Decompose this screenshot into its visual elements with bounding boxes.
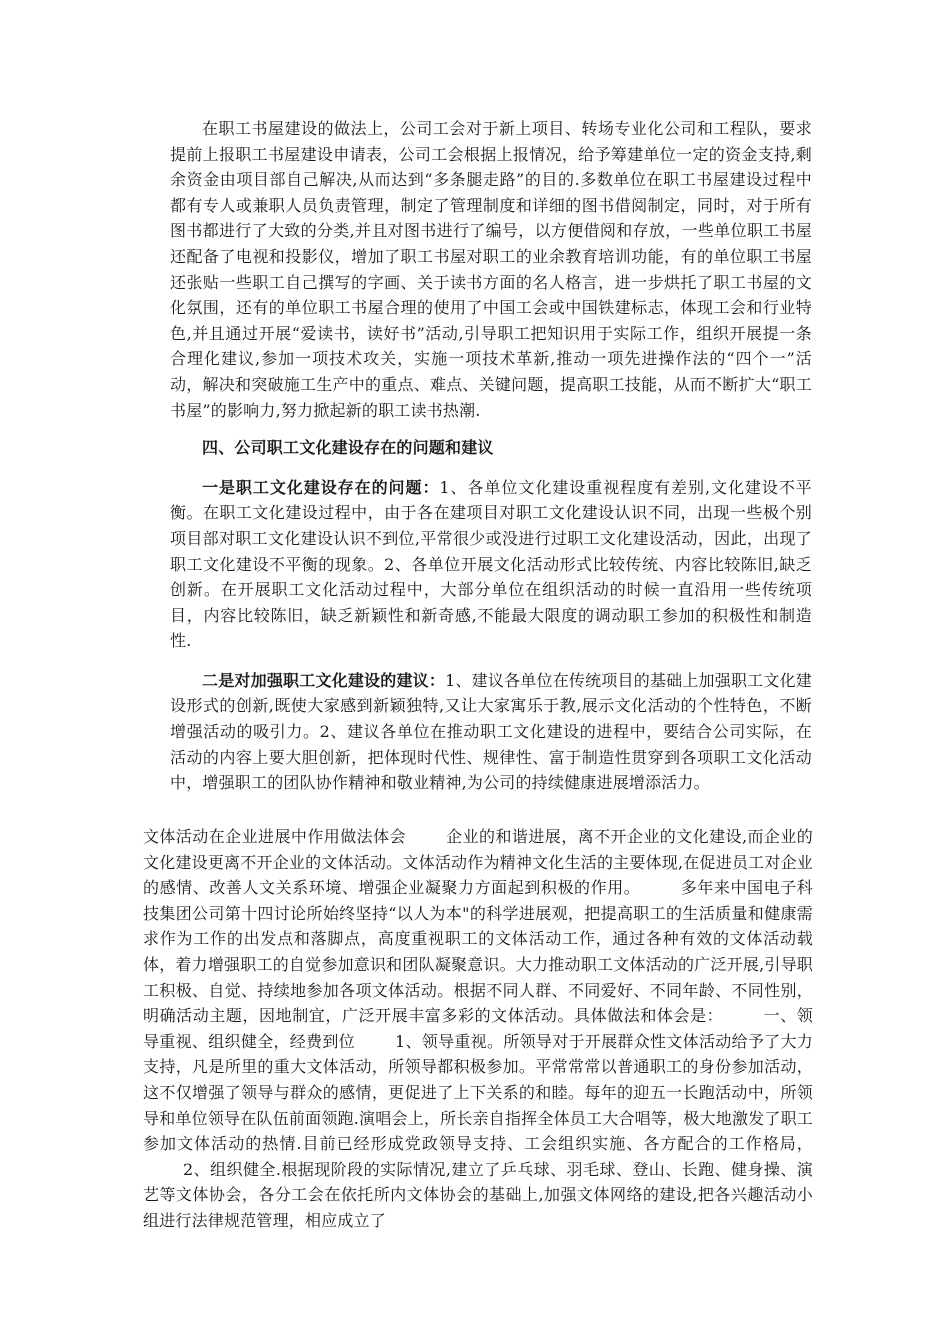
suggestions-lead: 二是对加强职工文化建设的建议： <box>202 670 446 690</box>
problems-body: 1、各单位文化建设重视程度有差别,文化建设不平衡。在职工文化建设过程中，由于各在建项目对职工文化建设认识不同，出现一些极个别项目部对职工文化建设认识不到位,平常很少或没进行过职工文化建设活动，因此，出现了职工文化建设不平衡的现象。2、各单位开展文化活动形式比较传统、内容比较陈旧,缺乏创新。在开展职工文化活动过程中，大部分单位在组织活动的时候一直沿用一些传统项目，内容比较陈旧，缺乏新颖性和新奇感,不能最大限度的调动职工参加的积极性和制造性. <box>170 477 812 651</box>
workers-bookhouse-paragraph: 在职工书屋建设的做法上，公司工会对于新上项目、转场专业化公司和工程队，要求提前上报职工书屋建设申请表，公司工会根据上报情况，给予筹建单位一定的资金支持,剩余资金由项目部自己解决,从而达到“多条腿走路”的目的.多数单位在职工书屋建设过程中都有专人或兼职人员负责管理，制定了管理制度和详细的图书借阅制定，同时，对于所有图书都进行了大致的分类,并且对图书进行了编号，以方便借阅和存放，一些单位职工书屋还配备了电视和投影仪，增加了职工书屋对职工的业余教育培训功能，有的单位职工书屋还张贴一些职工自己撰写的字画、关于读书方面的名人格言，进一步烘托了职工书屋的文化氛围，还有的单位职工书屋合理的使用了中国工会或中国铁建标志，体现工会和行业特色,并且通过开展“爱读书，读好书”活动,引导职工把知识用于实际工作，组织开展提一条合理化建议,参加一项技术攻关，实施一项技术革新,推动一项先进操作法的“四个一”活动，解决和突破施工生产中的重点、难点、关键问题，提高职工技能，从而不断扩大“职工书屋”的影响力,努力掀起新的职工读书热潮. <box>170 119 812 420</box>
point-1-2: 2、组织健全.根据现阶段的实际情况,建立了乒乓球、羽毛球、登山、长跑、健身操、演艺等文体协会，各分工会在依托所内文体协会的基础上,加强文体网络的建设,把各兴趣活动小组进行法律规范管理，相应成立了 <box>143 1159 813 1230</box>
years-text: 多年来中国电子科技集团公司第十四讨论所始终坚持“以人为本"的科学进展观，把提高职工的生活质量和健康需求作为工作的出发点和落脚点，高度重视职工的文体活动工作，通过各种有效的文体活动载体，着力增强职工的自觉参加意识和团队凝聚意识。大力推动职工文体活动的广泛开展,引导职工积极、自觉、持续地参加各项文体活动。根据不同人群、不同爱好、不同年龄、不同性别，明确活动主题，因地制宜，广泛开展丰富多彩的文体活动。具体做法和体会是： <box>143 878 813 1026</box>
suggestions-paragraph <box>170 668 812 796</box>
point-1: 一、领导重视、组织健全，经费到位 <box>143 1006 813 1051</box>
sports-activities-paragraph <box>143 824 813 1234</box>
problems-paragraph <box>170 475 812 654</box>
article-title: 文体活动在企业进展中作用做法体会 <box>143 827 406 846</box>
sports-activities-section <box>143 824 813 1234</box>
problems-lead: 一是职工文化建设存在的问题： <box>202 477 440 497</box>
workers-culture-section <box>170 116 812 796</box>
section-heading: 四、公司职工文化建设存在的问题和建议 <box>202 438 494 458</box>
point-1-1: 1、领导重视。所领导对于开展群众性文体活动给予了大力支持，凡是所里的重大文体活动，所领导都积极参加。平常常常以普通职工的身份参加活动，这不仅增强了领导与群众的感情，更促进了上下关系的和睦。每年的迎五一长跑活动中，所领导和单位领导在队伍前面领跑.演唱会上，所长亲自指挥全体员工大合唱等，极大地激发了职工参加文体活动的热情.目前已经形成党政领导支持、工会组织实施、各方配合的工作格局， <box>143 1031 813 1154</box>
suggestions-body: 1、建议各单位在传统项目的基础上加强职工文化建设形式的创新,既使大家感到新颖独特,又让大家寓乐于教,展示文化活动的个性特色，不断增强活动的吸引力。2、建议各单位在推动职工文化建设的进程中，要结合公司实际，在活动的内容上要大胆创新，把体现时代性、规律性、富于制造性贯穿到各项职工文化活动中，增强职工的团队协作精神和敬业精神,为公司的持续健康进展增添活力。 <box>170 670 812 793</box>
intro-text: 企业的和谐进展，离不开企业的文化建设,而企业的文化建设更离不开企业的文体活动。文体活动作为精神文化生活的主要体现,在促进员工对企业的感情、改善人文关系环境、增强企业凝聚力方面起到积极的作用。 <box>143 827 813 898</box>
